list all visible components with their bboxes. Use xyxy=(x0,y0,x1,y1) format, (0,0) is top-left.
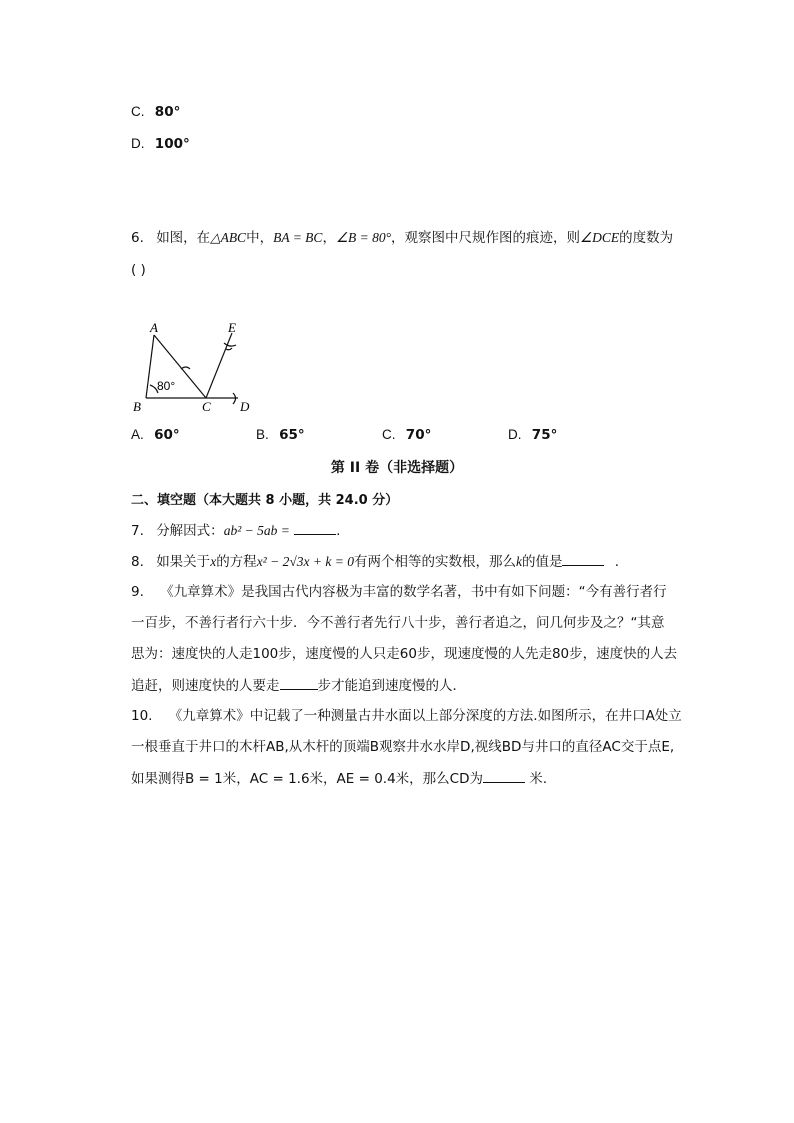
section-title: 第 II 卷（非选择题） xyxy=(330,460,464,476)
section-heading: 二、填空题（本大题共 8 小题，共 24.0 分） xyxy=(131,493,399,508)
question-9-line-2: 一百步，不善行者行六十步．今不善行者先行八十步，善行者追之，问几何步及之？“其意 xyxy=(131,615,665,631)
question-number: 6. xyxy=(131,230,144,246)
option-label: C. xyxy=(131,104,145,119)
equation: x² − 2√3x + k = 0 xyxy=(256,554,354,569)
question-number: 7. xyxy=(131,523,144,539)
option-c xyxy=(382,425,431,445)
option-value: 70° xyxy=(405,427,432,443)
option-b xyxy=(256,425,305,445)
answer-paren: ( ) xyxy=(131,262,146,278)
question-end: . xyxy=(614,554,620,570)
triangle-symbol: △ABC xyxy=(210,230,247,245)
answer-blank xyxy=(280,675,318,690)
question-text: 分解因式： xyxy=(156,523,224,539)
question-8 xyxy=(131,551,619,572)
question-text: 如果关于 xyxy=(156,554,211,570)
question-text: 中， xyxy=(246,230,274,246)
arc-mark xyxy=(226,348,232,350)
ray-ce xyxy=(206,333,232,398)
option-label: D. xyxy=(508,427,522,442)
question-text: 米. xyxy=(529,771,548,787)
option-d-prev xyxy=(131,134,190,154)
angle-label: 80° xyxy=(157,379,176,393)
answer-blank xyxy=(562,551,604,566)
question-9-line-4 xyxy=(131,675,466,696)
variable: x xyxy=(210,554,217,569)
answer-blank xyxy=(294,520,336,535)
option-value: 65° xyxy=(279,427,305,443)
question-9 xyxy=(131,582,667,602)
point-b-label: B xyxy=(133,399,141,414)
point-e-label: E xyxy=(228,320,236,335)
question-line: 《九章算术》是我国古代内容极为丰富的数学名著，书中有如下问题：“今有善行者行 xyxy=(160,584,667,600)
option-label: B. xyxy=(256,427,269,442)
question-text: 有两个相等的实数根，那么 xyxy=(353,554,516,570)
question-text: ，观察图中尺规作图的痕迹，则 xyxy=(391,230,581,246)
equation: ∠B = 80° xyxy=(335,230,392,245)
question-6 xyxy=(131,228,673,248)
option-label: C. xyxy=(382,427,396,442)
option-value: 75° xyxy=(531,427,558,443)
arc-mark xyxy=(181,367,190,369)
question-text: 追赶，则速度快的人要走 xyxy=(131,678,280,694)
equation: BA = BC xyxy=(273,230,323,245)
question-text: 步才能追到速度慢的人． xyxy=(317,678,466,694)
question-text: 如果测得B = 1米，AC = 1.6米，AE = 0.4米，那么CD为 xyxy=(131,771,483,787)
question-text: ， xyxy=(322,230,336,246)
option-d xyxy=(508,425,557,445)
side-ab xyxy=(146,335,154,398)
option-a xyxy=(131,425,180,445)
question-text: 如图，在 xyxy=(156,230,211,246)
question-end: . xyxy=(336,523,341,539)
question-10 xyxy=(131,706,682,726)
option-value: 100° xyxy=(154,136,190,152)
question-7 xyxy=(131,520,340,541)
question-10-line-2: 一根垂直于井口的木杆AB,从木杆的顶端B观察井水水岸D,视线BD与井口的直径AC交于点E, xyxy=(131,739,675,755)
option-value: 80° xyxy=(154,104,181,120)
arc-mark xyxy=(224,343,236,346)
option-label: D. xyxy=(131,136,145,151)
option-value: 60° xyxy=(154,427,180,443)
question-9-line-3: 思为：速度快的人走100步，速度慢的人只走60步，现速度慢的人先走80步，速度快的人去 xyxy=(131,646,678,662)
question-number: 9. xyxy=(131,584,144,600)
answer-blank xyxy=(483,768,525,783)
question-text: 的值是 xyxy=(521,554,563,570)
option-label: A. xyxy=(131,427,144,442)
point-c-label: C xyxy=(202,399,211,414)
question-number: 8. xyxy=(131,554,144,570)
variable: k xyxy=(515,554,522,569)
question-text: 的度数为 xyxy=(619,230,674,246)
triangle-figure xyxy=(128,315,268,415)
expression: ab² − 5ab = xyxy=(223,523,290,538)
question-text: 的方程 xyxy=(216,554,257,570)
point-d-label: D xyxy=(240,399,250,414)
question-10-line-3 xyxy=(131,768,547,789)
angle-symbol: ∠DCE xyxy=(580,230,620,245)
option-c-prev xyxy=(131,102,180,122)
question-number: 10. xyxy=(131,708,153,724)
point-a-label: A xyxy=(150,320,158,335)
question-line: 《九章算术》中记载了一种测量古井水面以上部分深度的方法.如图所示，在井口A处立 xyxy=(168,708,682,724)
